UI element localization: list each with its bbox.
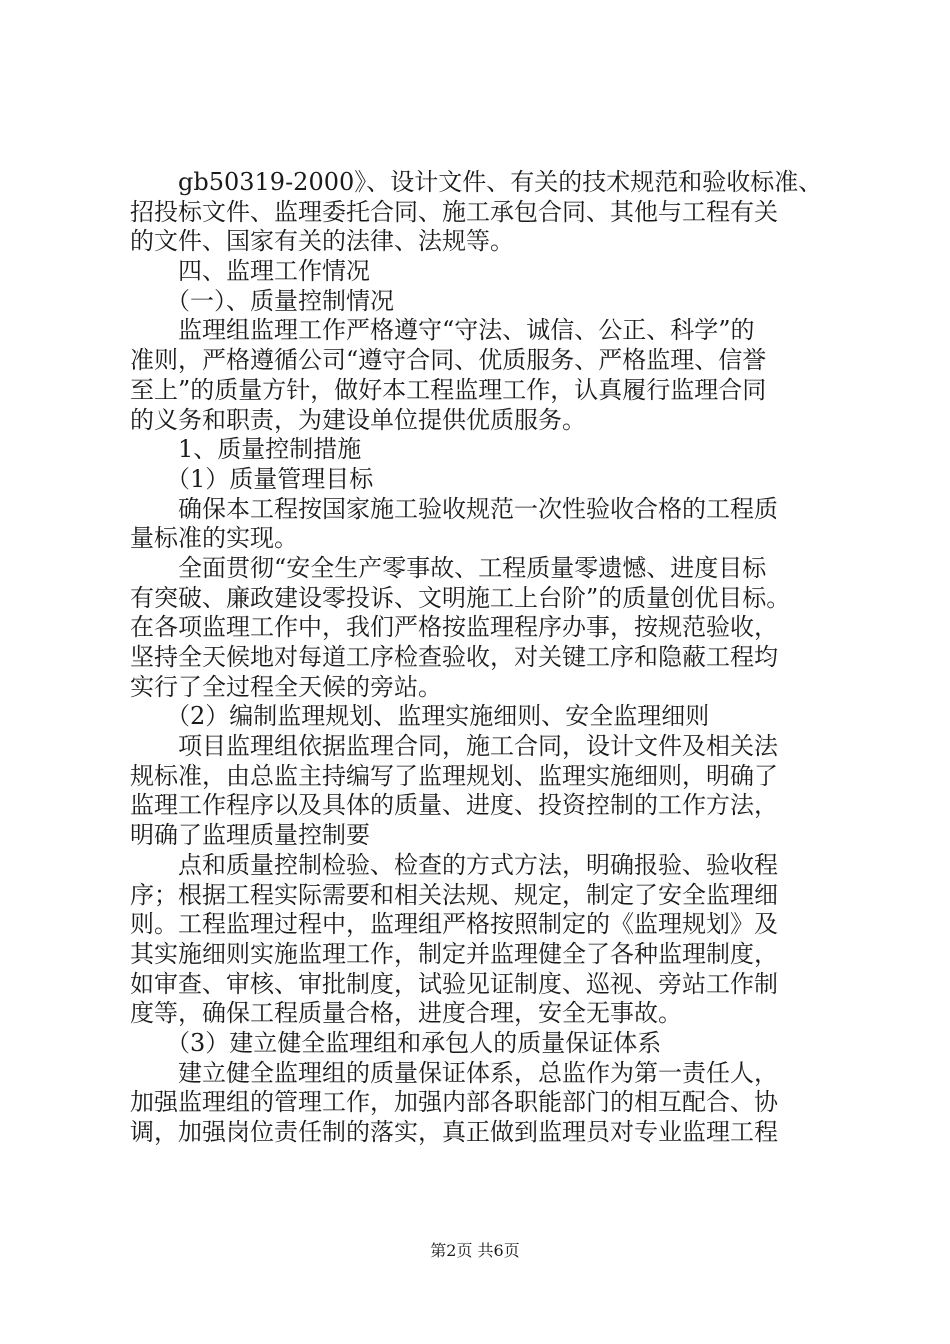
text-line: 坚持全天候地对每道工序检查验收，对关键工序和隐蔽工程均 bbox=[130, 643, 778, 671]
text-line: 的文件、国家有关的法律、法规等。 bbox=[130, 227, 514, 256]
text-line: 调，加强岗位责任制的落实，真正做到监理员对专业监理工程 bbox=[130, 1118, 778, 1146]
text-line: 在各项监理工作中，我们严格按监理程序办事，按规范验收， bbox=[130, 613, 778, 642]
text-line: 准则，严格遵循公司“遵守合同、优质服务、严格监理、信誉 bbox=[130, 346, 767, 375]
text-line: 建立健全监理组的质量保证体系，总监作为第一责任人， bbox=[130, 1058, 778, 1087]
subsection-heading: （一）、质量控制情况 bbox=[130, 286, 394, 315]
text-line: 监理工作程序以及具体的质量、进度、投资控制的工作方法， bbox=[130, 791, 778, 820]
text-line: 如审查、审核、审批制度，试验见证制度、巡视、旁站工作制 bbox=[130, 969, 778, 998]
text-line: 规标准，由总监主持编写了监理规划、监理实施细则，明确了 bbox=[130, 761, 778, 790]
text-line: 招投标文件、监理委托合同、施工承包合同、其他与工程有关 bbox=[130, 197, 778, 226]
text-line: 加强监理组的管理工作，加强内部各职能部门的相互配合、协 bbox=[130, 1088, 778, 1117]
text-line: 有突破、廉政建设零投诉、文明施工上台阶”的质量创优目标。 bbox=[130, 583, 791, 612]
text-line: 监理组监理工作严格遵守“守法、诚信、公正、科学”的 bbox=[130, 316, 755, 345]
text-line: 度等，确保工程质量合格，进度合理，安全无事故。 bbox=[130, 999, 682, 1028]
text-line: 的义务和职责，为建设单位提供优质服务。 bbox=[130, 405, 586, 434]
text-line: 至上”的质量方针，做好本工程监理工作，认真履行监理合同 bbox=[130, 375, 767, 404]
text-line: 量标准的实现。 bbox=[130, 524, 298, 553]
page-footer: 第2页 共6页 bbox=[430, 1241, 520, 1260]
text-line: 序；根据工程实际需要和相关法规、规定，制定了安全监理细 bbox=[130, 880, 778, 909]
text-line: 点和质量控制检验、检查的方式方法，明确报验、验收程 bbox=[130, 850, 778, 879]
text-line: 则。工程监理过程中，监理组严格按照制定的《监理规划》及 bbox=[130, 910, 778, 939]
text-line: gb50319-2000》、设计文件、有关的技术规范和验收标准、 bbox=[130, 168, 823, 196]
item-heading: 1、质量控制措施 bbox=[130, 435, 362, 464]
text-line: 确保本工程按国家施工验收规范一次性验收合格的工程质 bbox=[130, 494, 778, 523]
text-line: 明确了监理质量控制要 bbox=[130, 821, 370, 850]
section-heading: 四、监理工作情况 bbox=[130, 257, 370, 286]
body-text bbox=[130, 168, 830, 1148]
text-line: 实行了全过程全天候的旁站。 bbox=[130, 672, 442, 701]
item-heading: （1）质量管理目标 bbox=[130, 464, 374, 493]
text-line: 其实施细则实施监理工作，制定并监理健全了各种监理制度， bbox=[130, 939, 778, 968]
text-line: 项目监理组依据监理合同，施工合同，设计文件及相关法 bbox=[130, 732, 778, 761]
item-heading: （2）编制监理规划、监理实施细则、安全监理细则 bbox=[130, 702, 710, 731]
item-heading: （3）建立健全监理组和承包人的质量保证体系 bbox=[130, 1028, 662, 1057]
text-line: 全面贯彻“安全生产零事故、工程质量零遗憾、进度目标 bbox=[130, 553, 767, 582]
